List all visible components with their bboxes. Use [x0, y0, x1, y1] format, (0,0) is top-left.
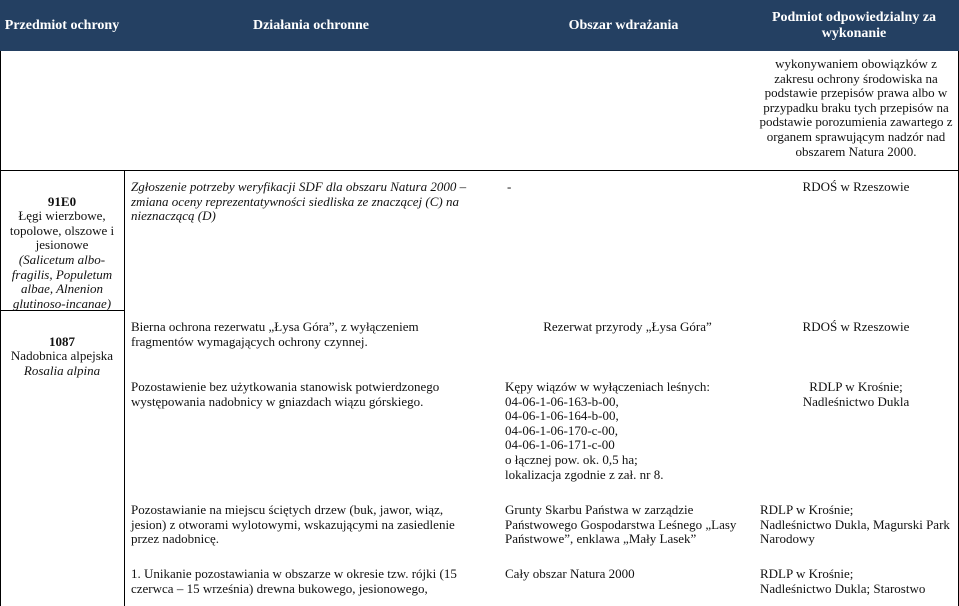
action-cell: 1. Unikanie pozostawiania w obszarze w okresie tzw. rójki (15 czerwca – 15 września) drewna bukowego, jesionowego,: [131, 566, 457, 596]
row-divider: [0, 170, 959, 171]
responsible-continuation: wykonywaniem obowiązków z zakresu ochrony środowiska na podstawie przepisów prawa albo w przypadku braku tych przepisów na podstawie porozumienia zawartego z organem sprawującym nadzór nad obszarem Natura 2000.: [759, 56, 953, 159]
subject-latin: Rosalia alpina: [23, 362, 101, 378]
header-area: Obszar wdrażania: [568, 17, 679, 33]
header-responsible: Podmiot odpowiedzialny za wykonanie: [771, 9, 937, 41]
header-subject: Przedmiot ochrony: [4, 17, 120, 33]
responsible-cell: RDLP w Krośnie; Nadleśnictwo Dukla; Starostwo: [760, 566, 926, 596]
area-cell: Kępy wiązów w wyłączeniach leśnych: 04-06-1-06-163-b-00, 04-06-1-06-164-b-00, 04-06-1-06-170-c-00, 04-06-1-06-171-c-00 o łącznej pow. ok. 0,5 ha; lokalizacja zgodnie z zał. nr 8.: [505, 379, 711, 482]
subject-latin: (Salicetum albo-fragilis, Populetum albae, Alnenion glutinoso-incanae): [11, 251, 113, 311]
area-cell: -: [507, 179, 512, 194]
subject-name: Nadobnica alpejska: [10, 348, 114, 364]
subject-name: Łęgi wierzbowe, topolowe, olszowe i jesionowe: [9, 208, 115, 253]
responsible-cell: RDOŚ w Rzeszowie: [802, 179, 910, 194]
area-cell: Cały obszar Natura 2000: [505, 566, 635, 581]
subject-code: 91E0: [47, 193, 77, 209]
area-cell: Grunty Skarbu Państwa w zarządzie Państwowego Gospodarstwa Leśnego „Lasy Państwowe”, enklawa „Mały Lasek”: [505, 502, 737, 547]
subject-91e0: [7, 180, 117, 311]
action-cell: Pozostawianie na miejscu ściętych drzew (buk, jawor, wiąz, jesion) z otworami wylotowymi, wskazującymi na zasiedlenie przez nadobnicę.: [131, 502, 455, 547]
responsible-cell: RDOŚ w Rzeszowie: [802, 319, 910, 334]
responsible-cell: RDLP w Krośnie; Nadleśnictwo Dukla: [802, 379, 910, 409]
table-header: [0, 0, 959, 51]
area-cell: Rezerwat przyrody „Łysa Góra”: [543, 319, 712, 334]
action-cell: Bierna ochrona rezerwatu „Łysa Góra”, z wyłączeniem fragmentów wymagających ochrony czynnej.: [131, 319, 419, 349]
header-actions: Działania ochronne: [252, 17, 370, 33]
column-divider: [124, 170, 125, 606]
subject-code: 1087: [49, 333, 75, 349]
subject-1087: [7, 320, 117, 378]
action-cell: Zgłoszenie potrzeby weryfikacji SDF dla obszaru Natura 2000 – zmiana oceny reprezentatywności siedliska ze znaczącej (C) na nieznaczącą (D): [131, 179, 467, 224]
responsible-cell: RDLP w Krośnie; Nadleśnictwo Dukla, Magurski Park Narodowy: [760, 502, 950, 547]
table-border-left: [0, 51, 1, 606]
action-cell: Pozostawienie bez użytkowania stanowisk potwierdzonego występowania nadobnicy w gniazdach wiązu górskiego.: [131, 379, 440, 409]
